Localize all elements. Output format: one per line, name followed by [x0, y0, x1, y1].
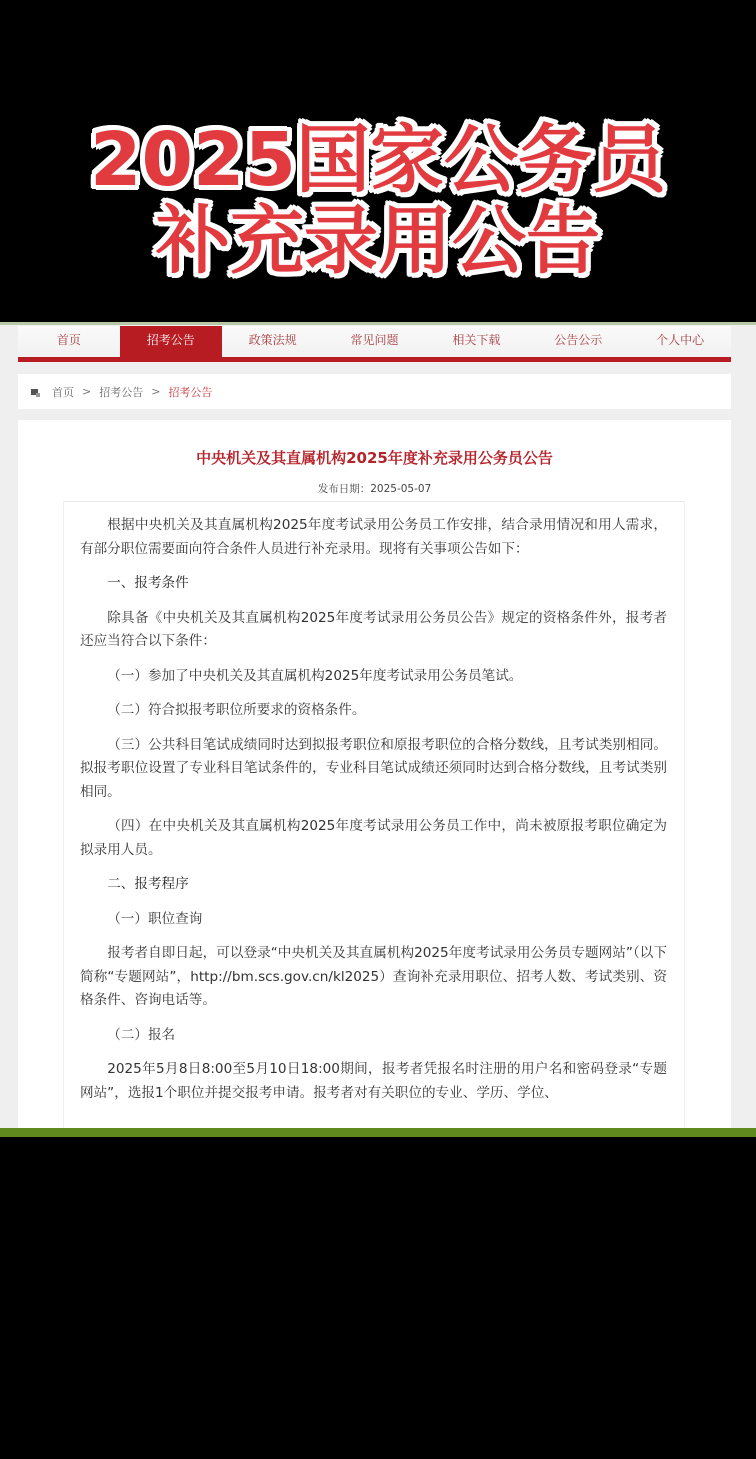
article-body	[63, 502, 685, 1128]
paragraph: （三）公共科目笔试成绩同时达到拟报考职位和原报考职位的合格分数线，且考试类别相同。拟报考职位设置了专业科目笔试条件的，专业科目笔试成绩还须同时达到合格分数线，且考试类别相同。	[80, 736, 667, 800]
paragraph: （四）在中央机关及其直属机构2025年度考试录用公务员工作中，尚未被原报考职位确定为拟录用人员。	[80, 818, 667, 858]
nav-item-policies[interactable]: 政策法规	[248, 333, 297, 347]
webpage-screenshot	[0, 322, 756, 1128]
breadcrumb	[18, 374, 731, 409]
screen-top-edge	[0, 322, 756, 325]
paragraph: 2025年5月8日8:00至5月10日18:00期间，报考者凭报名时注册的用户名和密码登录“专题网站”，选报1个职位并提交报考申请。报考者对有关职位的专业、学历、学位、	[80, 1061, 667, 1101]
breadcrumb-current: 招考公告	[168, 385, 213, 399]
nav-item-recruitment-notice[interactable]: 招考公告	[120, 326, 222, 357]
paragraph: （一）参加了中央机关及其直属机构2025年度考试录用公务员笔试。	[107, 667, 523, 684]
article-title: 中央机关及其直属机构2025年度补充录用公务员公告	[196, 449, 553, 467]
paragraph-intro: 根据中央机关及其直属机构2025年度考试录用公务员工作安排，结合录用情况和用人需求，有部分职位需要面向符合条件人员进行补充录用。现将有关事项公告如下：	[80, 517, 667, 557]
video-title-banner	[0, 0, 756, 322]
section-heading-conditions: 一、报考条件	[107, 575, 189, 591]
breadcrumb-home[interactable]: 首页	[52, 385, 74, 399]
bottom-black-area	[0, 1137, 756, 1459]
publish-date: 发布日期：2025-05-07	[317, 483, 432, 495]
breadcrumb-separator: >	[151, 385, 161, 398]
subheading-registration: （二）报名	[107, 1026, 176, 1043]
paragraph: 报考者自即日起，可以登录“中央机关及其直属机构2025年度考试录用公务员专题网站”（以下简称“专题网站”，http://bm.scs.gov.cn/kl2025）查询补充录用职位、招考人数、考试类别、资格条件、咨询电话等。	[80, 945, 667, 1008]
banner-title-line-2: 补充录用公告	[156, 198, 600, 284]
banner-title-line-1: 2025国家公务员	[90, 117, 666, 203]
nav-item-announcements[interactable]: 公告公示	[554, 333, 603, 347]
green-divider-bar	[0, 1128, 756, 1137]
location-icon	[31, 389, 38, 395]
breadcrumb-separator: >	[82, 385, 92, 398]
paragraph: （二）符合拟报考职位所要求的资格条件。	[107, 702, 366, 718]
section-heading-procedure: 二、报考程序	[107, 876, 189, 892]
nav-item-downloads[interactable]: 相关下载	[452, 333, 501, 347]
article-container	[18, 420, 731, 1128]
nav-item-home[interactable]: 首页	[56, 333, 81, 347]
main-nav	[18, 326, 731, 362]
paragraph: 除具备《中央机关及其直属机构2025年度考试录用公务员公告》规定的资格条件外，报考者还应当符合以下条件：	[80, 609, 667, 649]
nav-item-faq[interactable]: 常见问题	[350, 333, 399, 347]
subheading-position-query: （一）职位查询	[107, 910, 203, 927]
breadcrumb-recruitment[interactable]: 招考公告	[99, 385, 144, 399]
nav-item-personal-center[interactable]: 个人中心	[656, 333, 705, 347]
